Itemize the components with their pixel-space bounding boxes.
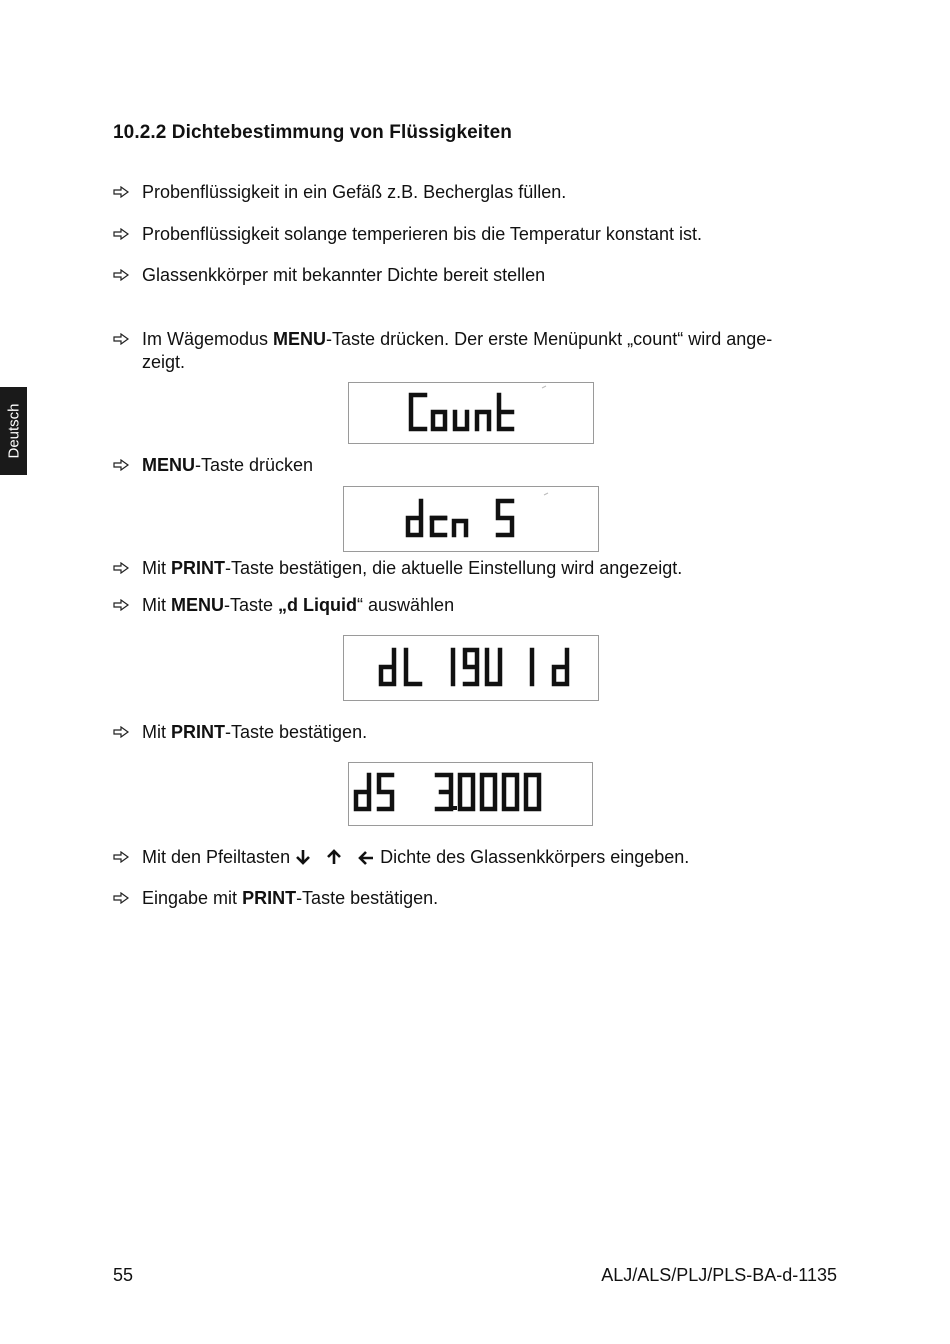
step-text: MENU-Taste drücken	[142, 455, 314, 475]
step-select-d-liquid	[113, 594, 833, 617]
language-tab-label: Deutsch	[5, 403, 22, 459]
step-text: Mit MENU-Taste „d Liquid“ auswählen	[142, 595, 455, 615]
print-key-label: PRINT	[242, 888, 297, 908]
step-press-menu-count	[113, 328, 833, 374]
step-confirm-print	[113, 557, 833, 580]
step-text: Glassenkkörper mit bekannter Dichte bereit stellen	[142, 265, 546, 285]
lcd-display-count	[348, 382, 594, 444]
arrow-down-icon	[295, 848, 311, 872]
arrow-left-icon	[357, 849, 375, 872]
hollow-right-arrow-icon	[113, 721, 133, 744]
print-key-label: PRINT	[171, 722, 225, 742]
print-key-label: PRINT	[171, 558, 225, 578]
step-confirm-input	[113, 887, 833, 910]
step-text: Probenflüssigkeit in ein Gefäß z.B. Becherglas füllen.	[142, 182, 567, 202]
menu-key-label: MENU	[171, 595, 224, 615]
step-text: Im Wägemodus MENU-Taste drücken. Der erste Menüpunkt „count“ wird ange- zeigt.	[142, 329, 773, 372]
page-number: 55	[113, 1265, 134, 1285]
menu-key-label: MENU	[142, 455, 195, 475]
hollow-right-arrow-icon	[113, 594, 133, 617]
hollow-right-arrow-icon	[113, 181, 133, 204]
arrow-up-icon	[326, 848, 342, 872]
hollow-right-arrow-icon	[113, 264, 133, 287]
document-code: ALJ/ALS/PLJ/PLS-BA-d-1135	[601, 1265, 837, 1285]
step-press-menu	[113, 454, 833, 477]
step-temper-liquid	[113, 223, 833, 246]
step-text: Mit PRINT-Taste bestätigen.	[142, 722, 368, 742]
hollow-right-arrow-icon	[113, 454, 133, 477]
step-text: Probenflüssigkeit solange temperieren bis die Temperatur konstant ist.	[142, 224, 702, 244]
hollow-right-arrow-icon	[113, 887, 133, 910]
d-liquid-label: „d Liquid	[278, 595, 358, 615]
step-text: Mit den Pfeiltasten Dichte des Glassenkkörpers eingeben.	[142, 846, 833, 872]
lcd-display-d-liquid	[343, 635, 599, 701]
step-text: Eingabe mit PRINT-Taste bestätigen.	[142, 888, 439, 908]
step-text: Mit PRINT-Taste bestätigen, die aktuelle Einstellung wird angezeigt.	[142, 558, 683, 578]
menu-key-label: MENU	[273, 329, 327, 349]
lcd-display-dens	[343, 486, 599, 552]
step-enter-with-arrows	[113, 846, 833, 872]
lcd-display-density-value	[348, 762, 593, 826]
step-confirm-print-2	[113, 721, 833, 744]
hollow-right-arrow-icon	[113, 328, 133, 351]
hollow-right-arrow-icon	[113, 557, 133, 580]
step-prepare-sinker	[113, 264, 833, 287]
hollow-right-arrow-icon	[113, 223, 133, 246]
step-fill-liquid	[113, 181, 833, 204]
hollow-right-arrow-icon	[113, 846, 133, 869]
language-tab	[0, 387, 27, 475]
section-heading: 10.2.2 Dichtebestimmung von Flüssigkeiten	[113, 122, 512, 143]
